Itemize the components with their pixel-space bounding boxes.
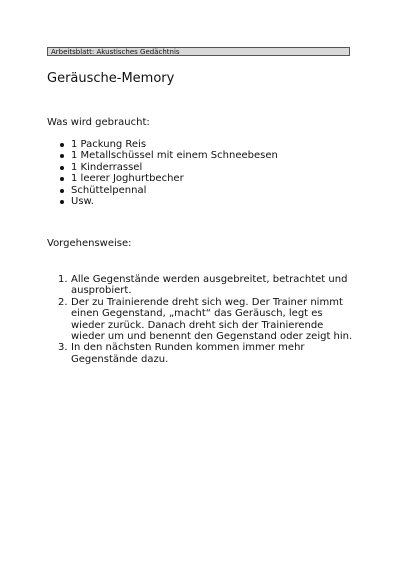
list-item [47,173,278,184]
step-text: Der zu Trainierende dreht sich weg. Der Trainer nimmt einen Gegenstand, „macht“ das Geräusch, legt es wieder zurück. Danach dreht sich der Trainierende wieder um und benennt den Gegenstand oder zeigt hin. [71,296,353,343]
list-item [47,150,278,161]
worksheet-header-label: Arbeitsblatt: Akustisches Gedächtnis [51,48,180,56]
list-item [47,185,278,196]
step-text: In den nächsten Runden kommen immer mehr Gegenstände dazu. [71,342,305,365]
step-item [47,297,357,343]
list-item-label: Schüttelpennal [71,184,147,196]
materials-list [47,139,278,207]
step-number: 2. [58,296,68,308]
step-item [47,274,357,297]
materials-heading: Was wird gebraucht: [47,117,150,128]
bullet-icon [60,143,64,147]
step-number: 3. [58,342,68,354]
list-item [47,196,278,207]
list-item-label: 1 Metallschüssel mit einem Schneebesen [71,150,278,162]
bullet-icon [60,200,64,204]
procedure-heading: Vorgehensweise: [47,238,132,249]
list-item-label: Usw. [71,195,94,207]
page-title: Geräusche-Memory [47,71,175,86]
bullet-icon [60,189,64,193]
bullet-icon [60,154,64,158]
list-item [47,162,278,173]
list-item [47,139,278,150]
list-item-label: 1 Kinderrassel [71,161,143,173]
step-text: Alle Gegenstände werden ausgebreitet, betrachtet und ausprobiert. [71,274,348,297]
procedure-steps [47,274,357,365]
bullet-icon [60,177,64,181]
worksheet-header-bar [47,47,350,56]
list-item-label: 1 leerer Joghurtbecher [71,173,184,185]
list-item-label: 1 Packung Reis [71,139,147,150]
step-item [47,342,357,365]
step-number: 1. [58,274,68,285]
bullet-icon [60,166,64,170]
